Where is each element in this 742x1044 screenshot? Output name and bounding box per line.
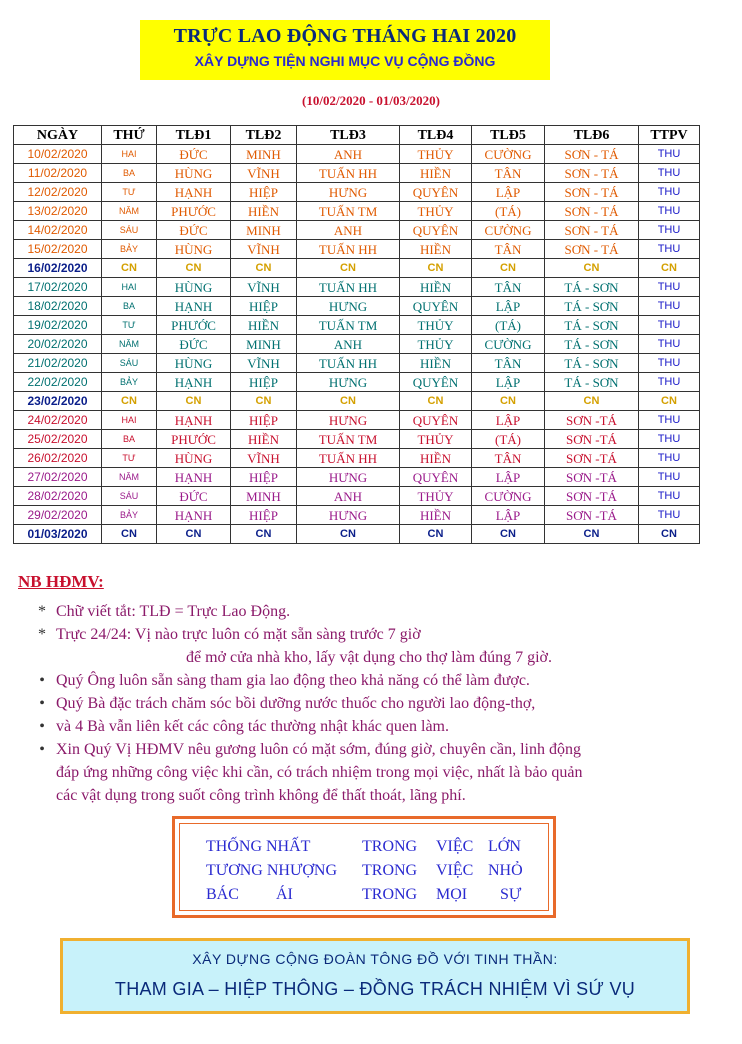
duty-schedule-table bbox=[13, 125, 700, 544]
cell-tld3: HƯNG bbox=[297, 373, 400, 392]
table-row bbox=[14, 259, 700, 278]
cell-tld4: QUYÊN bbox=[400, 221, 472, 240]
note-duty bbox=[32, 623, 732, 669]
cell-tld5: CƯỜNG bbox=[472, 487, 545, 506]
cell-date: 20/02/2020 bbox=[14, 335, 102, 354]
cell-ttpv: THU bbox=[639, 297, 700, 316]
cell-weekday: SÁU bbox=[102, 354, 157, 373]
table-row bbox=[14, 430, 700, 449]
cell-ttpv: THU bbox=[639, 316, 700, 335]
cell-tld1: ĐỨC bbox=[157, 335, 231, 354]
cell-tld3: TUẤN HH bbox=[297, 278, 400, 297]
cell-tld3: ANH bbox=[297, 487, 400, 506]
cell-date: 14/02/2020 bbox=[14, 221, 102, 240]
cell-ttpv: THU bbox=[639, 487, 700, 506]
cell-ttpv: THU bbox=[639, 373, 700, 392]
cell-tld4: QUYÊN bbox=[400, 297, 472, 316]
table-row bbox=[14, 183, 700, 202]
notes-heading: NB HĐMV: bbox=[18, 572, 104, 591]
cell-weekday: BA bbox=[102, 430, 157, 449]
cell-tld5: LẬP bbox=[472, 373, 545, 392]
cell-ttpv: CN bbox=[639, 259, 700, 278]
cell-tld6: TÁ - SƠN bbox=[545, 354, 639, 373]
cell-tld6: TÁ - SƠN bbox=[545, 278, 639, 297]
cell-tld4: THỦY bbox=[400, 430, 472, 449]
cell-weekday: HAI bbox=[102, 145, 157, 164]
cell-weekday: SÁU bbox=[102, 221, 157, 240]
bullet-text: Quý Ông luôn sẵn sàng tham gia lao động theo khả năng có thể làm được. bbox=[56, 672, 530, 689]
cell-tld6: SƠN - TÁ bbox=[545, 164, 639, 183]
cell-weekday: BA bbox=[102, 164, 157, 183]
cell-tld2: HIỀN bbox=[231, 430, 297, 449]
cell-tld4: QUYÊN bbox=[400, 411, 472, 430]
cell-tld1: HẠNH bbox=[157, 468, 231, 487]
cell-tld5: LẬP bbox=[472, 183, 545, 202]
cell-ttpv: THU bbox=[639, 240, 700, 259]
motto-row bbox=[180, 886, 548, 910]
motto-word: MỌI bbox=[436, 886, 468, 903]
bullet-text: Quý Bà đặc trách chăm sóc bồi dưỡng nước thuốc cho người lao động-thợ, bbox=[56, 695, 536, 712]
table-row bbox=[14, 278, 700, 297]
cell-tld6: SƠN -TÁ bbox=[545, 506, 639, 525]
cell-date: 10/02/2020 bbox=[14, 145, 102, 164]
cell-tld2: VĨNH bbox=[231, 164, 297, 183]
column-header: TLĐ6 bbox=[545, 126, 639, 145]
cell-date: 21/02/2020 bbox=[14, 354, 102, 373]
cell-tld3: HƯNG bbox=[297, 468, 400, 487]
motto-word: TRONG bbox=[362, 862, 418, 879]
cell-tld3: TUẤN HH bbox=[297, 449, 400, 468]
cell-tld3: ANH bbox=[297, 335, 400, 354]
cell-date: 13/02/2020 bbox=[14, 202, 102, 221]
motto-box bbox=[172, 816, 556, 918]
cell-tld5: CƯỜNG bbox=[472, 145, 545, 164]
cell-date: 17/02/2020 bbox=[14, 278, 102, 297]
bullet-icon: • bbox=[39, 672, 45, 689]
cell-tld4: HIỀN bbox=[400, 240, 472, 259]
cell-tld4: QUYÊN bbox=[400, 183, 472, 202]
cell-tld3: CN bbox=[297, 392, 400, 411]
cell-weekday: CN bbox=[102, 525, 157, 544]
cell-tld6: SƠN -TÁ bbox=[545, 430, 639, 449]
cell-tld1: CN bbox=[157, 392, 231, 411]
cell-tld1: ĐỨC bbox=[157, 145, 231, 164]
cell-tld6: TÁ - SƠN bbox=[545, 297, 639, 316]
cell-tld5: LẬP bbox=[472, 506, 545, 525]
cell-tld5: TÂN bbox=[472, 449, 545, 468]
cell-tld1: ĐỨC bbox=[157, 221, 231, 240]
motto-row bbox=[180, 838, 548, 862]
motto-row bbox=[180, 862, 548, 886]
bullet-item bbox=[32, 669, 732, 692]
cell-tld4: QUYÊN bbox=[400, 373, 472, 392]
cell-tld1: HÙNG bbox=[157, 449, 231, 468]
cell-tld6: SƠN - TÁ bbox=[545, 240, 639, 259]
cell-tld2: MINH bbox=[231, 221, 297, 240]
cell-weekday: HAI bbox=[102, 278, 157, 297]
column-header: TLĐ4 bbox=[400, 126, 472, 145]
cell-tld2: MINH bbox=[231, 487, 297, 506]
cell-tld5: (TÁ) bbox=[472, 430, 545, 449]
cell-date: 22/02/2020 bbox=[14, 373, 102, 392]
table-row bbox=[14, 449, 700, 468]
cell-tld3: HƯNG bbox=[297, 411, 400, 430]
column-header: TLĐ3 bbox=[297, 126, 400, 145]
cell-tld4: HIỀN bbox=[400, 449, 472, 468]
title-banner bbox=[140, 20, 550, 80]
table-row bbox=[14, 240, 700, 259]
cell-tld1: PHƯỚC bbox=[157, 316, 231, 335]
cell-tld3: CN bbox=[297, 259, 400, 278]
table-row bbox=[14, 468, 700, 487]
table-row bbox=[14, 316, 700, 335]
cell-tld3: TUẤN TM bbox=[297, 430, 400, 449]
cell-date: 18/02/2020 bbox=[14, 297, 102, 316]
cell-tld3: TUẤN HH bbox=[297, 164, 400, 183]
cell-tld3: HƯNG bbox=[297, 297, 400, 316]
table-row bbox=[14, 164, 700, 183]
cell-date: 12/02/2020 bbox=[14, 183, 102, 202]
cell-weekday: NĂM bbox=[102, 202, 157, 221]
cell-tld2: CN bbox=[231, 525, 297, 544]
cell-tld3: TUẤN TM bbox=[297, 202, 400, 221]
note-text: Trực 24/24: Vị nào trực luôn có mặt sẵn sàng trước 7 giờ bbox=[56, 626, 421, 643]
page-subtitle: XÂY DỰNG TIỆN NGHI MỤC VỤ CỘNG ĐỒNG bbox=[194, 53, 496, 69]
cell-tld5: LẬP bbox=[472, 468, 545, 487]
cell-tld3: ANH bbox=[297, 145, 400, 164]
cell-tld6: CN bbox=[545, 259, 639, 278]
cell-tld3: HƯNG bbox=[297, 183, 400, 202]
table-row bbox=[14, 354, 700, 373]
table-row bbox=[14, 221, 700, 240]
cell-ttpv: THU bbox=[639, 468, 700, 487]
cell-date: 26/02/2020 bbox=[14, 449, 102, 468]
asterisk-marker: * bbox=[38, 626, 46, 643]
cell-tld1: HẠNH bbox=[157, 183, 231, 202]
spirit-heading: XÂY DỰNG CỘNG ĐOÀN TÔNG ĐỒ VỚI TINH THẦN: bbox=[192, 951, 558, 967]
cell-tld5: TÂN bbox=[472, 354, 545, 373]
cell-tld4: THỦY bbox=[400, 335, 472, 354]
cell-tld6: CN bbox=[545, 392, 639, 411]
cell-tld2: HIỆP bbox=[231, 183, 297, 202]
cell-tld5: (TÁ) bbox=[472, 316, 545, 335]
cell-tld1: HẠNH bbox=[157, 411, 231, 430]
cell-ttpv: THU bbox=[639, 278, 700, 297]
cell-tld1: HÙNG bbox=[157, 164, 231, 183]
cell-tld1: HẠNH bbox=[157, 506, 231, 525]
cell-tld5: CN bbox=[472, 525, 545, 544]
cell-weekday: CN bbox=[102, 259, 157, 278]
motto-inner-border bbox=[179, 823, 549, 911]
cell-tld5: CN bbox=[472, 259, 545, 278]
cell-tld4: HIỀN bbox=[400, 354, 472, 373]
cell-tld2: HIỆP bbox=[231, 506, 297, 525]
bullet-item bbox=[32, 692, 732, 715]
table-row bbox=[14, 373, 700, 392]
cell-ttpv: THU bbox=[639, 164, 700, 183]
motto-word: ÁI bbox=[276, 886, 293, 903]
cell-ttpv: THU bbox=[639, 506, 700, 525]
cell-tld6: SƠN -TÁ bbox=[545, 411, 639, 430]
cell-date: 25/02/2020 bbox=[14, 430, 102, 449]
cell-tld2: HIỆP bbox=[231, 411, 297, 430]
cell-tld1: HÙNG bbox=[157, 354, 231, 373]
cell-tld1: HÙNG bbox=[157, 240, 231, 259]
cell-tld5: CƯỜNG bbox=[472, 335, 545, 354]
motto-word: VIỆC bbox=[436, 838, 474, 855]
cell-tld2: MINH bbox=[231, 145, 297, 164]
cell-date: 24/02/2020 bbox=[14, 411, 102, 430]
cell-tld6: SƠN -TÁ bbox=[545, 468, 639, 487]
cell-tld3: HƯNG bbox=[297, 506, 400, 525]
cell-tld2: HIỀN bbox=[231, 202, 297, 221]
cell-tld6: SƠN - TÁ bbox=[545, 145, 639, 164]
cell-ttpv: THU bbox=[639, 202, 700, 221]
bullet-text-continued: các vật dụng trong suốt công trình không để thất thoát, lãng phí. bbox=[56, 787, 466, 804]
cell-ttpv: THU bbox=[639, 183, 700, 202]
cell-weekday: BA bbox=[102, 297, 157, 316]
bullet-text: Xin Quý Vị HĐMV nêu gương luôn có mặt sớm, đúng giờ, chuyên cần, linh động bbox=[56, 741, 581, 758]
cell-tld5: TÂN bbox=[472, 164, 545, 183]
cell-date: 11/02/2020 bbox=[14, 164, 102, 183]
table-row bbox=[14, 297, 700, 316]
bullet-icon: • bbox=[39, 695, 45, 712]
cell-tld4: CN bbox=[400, 259, 472, 278]
cell-tld4: QUYÊN bbox=[400, 468, 472, 487]
cell-tld3: TUẤN HH bbox=[297, 354, 400, 373]
bullet-text-continued: đáp ứng những công việc khi cần, có trách nhiệm trong mọi việc, nhất là bảo quản bbox=[56, 764, 583, 781]
motto-word: TRONG bbox=[362, 886, 418, 903]
cell-tld4: CN bbox=[400, 525, 472, 544]
cell-date: 28/02/2020 bbox=[14, 487, 102, 506]
cell-date: 15/02/2020 bbox=[14, 240, 102, 259]
cell-tld2: VĨNH bbox=[231, 354, 297, 373]
cell-weekday: CN bbox=[102, 392, 157, 411]
cell-ttpv: CN bbox=[639, 392, 700, 411]
column-header: NGÀY bbox=[14, 126, 102, 145]
cell-weekday: NĂM bbox=[102, 468, 157, 487]
cell-tld6: SƠN - TÁ bbox=[545, 221, 639, 240]
cell-tld3: TUẤN TM bbox=[297, 316, 400, 335]
cell-weekday: TƯ bbox=[102, 183, 157, 202]
motto-word: THỐNG NHẤT bbox=[206, 838, 311, 855]
cell-tld5: TÂN bbox=[472, 278, 545, 297]
table-row bbox=[14, 487, 700, 506]
motto-word: LỚN bbox=[488, 838, 521, 855]
cell-ttpv: THU bbox=[639, 335, 700, 354]
column-header: TLĐ2 bbox=[231, 126, 297, 145]
note-abbreviation bbox=[32, 600, 732, 623]
cell-tld1: HẠNH bbox=[157, 297, 231, 316]
cell-tld5: CN bbox=[472, 392, 545, 411]
cell-tld3: TUẤN HH bbox=[297, 240, 400, 259]
table-row bbox=[14, 411, 700, 430]
table-row bbox=[14, 392, 700, 411]
cell-weekday: BẢY bbox=[102, 373, 157, 392]
cell-tld2: HIỀN bbox=[231, 316, 297, 335]
cell-tld6: SƠN - TÁ bbox=[545, 202, 639, 221]
table-row bbox=[14, 335, 700, 354]
cell-weekday: SÁU bbox=[102, 487, 157, 506]
note-text: Chữ viết tắt: TLĐ = Trực Lao Động. bbox=[56, 603, 291, 620]
cell-tld1: CN bbox=[157, 259, 231, 278]
cell-date: 23/02/2020 bbox=[14, 392, 102, 411]
notes-section bbox=[32, 600, 732, 807]
cell-tld6: SƠN -TÁ bbox=[545, 487, 639, 506]
cell-weekday: BẢY bbox=[102, 506, 157, 525]
cell-ttpv: THU bbox=[639, 411, 700, 430]
table-row bbox=[14, 202, 700, 221]
cell-ttpv: THU bbox=[639, 221, 700, 240]
cell-tld3: CN bbox=[297, 525, 400, 544]
cell-tld4: THỦY bbox=[400, 145, 472, 164]
cell-ttpv: THU bbox=[639, 449, 700, 468]
cell-date: 29/02/2020 bbox=[14, 506, 102, 525]
cell-tld4: THỦY bbox=[400, 487, 472, 506]
column-header: TTPV bbox=[639, 126, 700, 145]
table-row bbox=[14, 525, 700, 544]
asterisk-marker: * bbox=[38, 603, 46, 620]
bullet-text: và 4 Bà vẫn liên kết các công tác thường nhật khác quen làm. bbox=[56, 718, 449, 735]
cell-tld5: (TÁ) bbox=[472, 202, 545, 221]
column-header: TLĐ1 bbox=[157, 126, 231, 145]
bullet-icon: • bbox=[39, 741, 45, 758]
cell-tld1: HÙNG bbox=[157, 278, 231, 297]
date-range: (10/02/2020 - 01/03/2020) bbox=[302, 93, 440, 108]
cell-tld5: CƯỜNG bbox=[472, 221, 545, 240]
cell-tld1: PHƯỚC bbox=[157, 202, 231, 221]
cell-tld1: CN bbox=[157, 525, 231, 544]
cell-tld5: TÂN bbox=[472, 240, 545, 259]
page-title: TRỰC LAO ĐỘNG THÁNG HAI 2020 bbox=[173, 25, 517, 47]
table-header-row bbox=[14, 126, 700, 145]
motto-word: TƯƠNG NHƯỢNG bbox=[206, 862, 338, 879]
cell-weekday: BẢY bbox=[102, 240, 157, 259]
cell-tld2: VĨNH bbox=[231, 240, 297, 259]
cell-tld2: VĨNH bbox=[231, 278, 297, 297]
cell-tld4: THỦY bbox=[400, 316, 472, 335]
cell-ttpv: THU bbox=[639, 430, 700, 449]
motto-word: BÁC bbox=[206, 886, 239, 903]
cell-weekday: NĂM bbox=[102, 335, 157, 354]
cell-tld6: TÁ - SƠN bbox=[545, 335, 639, 354]
bullet-item bbox=[32, 738, 732, 807]
motto-word: SỰ bbox=[500, 886, 522, 903]
spirit-slogan: THAM GIA – HIỆP THÔNG – ĐỒNG TRÁCH NHIỆM VÌ SỨ VỤ bbox=[114, 979, 636, 999]
note-text-continued: để mở cửa nhà kho, lấy vật dụng cho thợ làm đúng 7 giờ. bbox=[186, 649, 552, 666]
cell-weekday: TƯ bbox=[102, 316, 157, 335]
cell-tld2: HIỆP bbox=[231, 297, 297, 316]
cell-tld2: VĨNH bbox=[231, 449, 297, 468]
cell-tld5: LẬP bbox=[472, 411, 545, 430]
cell-tld1: ĐỨC bbox=[157, 487, 231, 506]
cell-ttpv: THU bbox=[639, 145, 700, 164]
table-row bbox=[14, 145, 700, 164]
cell-ttpv: CN bbox=[639, 525, 700, 544]
cell-date: 19/02/2020 bbox=[14, 316, 102, 335]
cell-tld6: TÁ - SƠN bbox=[545, 373, 639, 392]
cell-tld2: CN bbox=[231, 259, 297, 278]
cell-date: 27/02/2020 bbox=[14, 468, 102, 487]
cell-tld5: LẬP bbox=[472, 297, 545, 316]
motto-word: VIỆC bbox=[436, 862, 474, 879]
cell-tld4: CN bbox=[400, 392, 472, 411]
column-header: THỨ bbox=[102, 126, 157, 145]
bullet-icon: • bbox=[39, 718, 45, 735]
cell-tld4: THỦY bbox=[400, 202, 472, 221]
cell-tld1: PHƯỚC bbox=[157, 430, 231, 449]
table-row bbox=[14, 506, 700, 525]
cell-date: 01/03/2020 bbox=[14, 525, 102, 544]
cell-tld2: MINH bbox=[231, 335, 297, 354]
cell-tld4: HIỀN bbox=[400, 164, 472, 183]
cell-ttpv: THU bbox=[639, 354, 700, 373]
cell-tld1: HẠNH bbox=[157, 373, 231, 392]
cell-tld4: HIỀN bbox=[400, 506, 472, 525]
cell-tld3: ANH bbox=[297, 221, 400, 240]
cell-weekday: TƯ bbox=[102, 449, 157, 468]
motto-word: NHỎ bbox=[488, 862, 523, 879]
cell-tld2: CN bbox=[231, 392, 297, 411]
cell-tld6: SƠN -TÁ bbox=[545, 449, 639, 468]
cell-tld4: HIỀN bbox=[400, 278, 472, 297]
cell-tld6: SƠN - TÁ bbox=[545, 183, 639, 202]
column-header: TLĐ5 bbox=[472, 126, 545, 145]
cell-tld2: HIỆP bbox=[231, 373, 297, 392]
cell-weekday: HAI bbox=[102, 411, 157, 430]
cell-date: 16/02/2020 bbox=[14, 259, 102, 278]
spirit-banner bbox=[60, 938, 690, 1014]
bullet-item bbox=[32, 715, 732, 738]
cell-tld2: HIỆP bbox=[231, 468, 297, 487]
motto-word: TRONG bbox=[362, 838, 418, 855]
cell-tld6: CN bbox=[545, 525, 639, 544]
cell-tld6: TÁ - SƠN bbox=[545, 316, 639, 335]
